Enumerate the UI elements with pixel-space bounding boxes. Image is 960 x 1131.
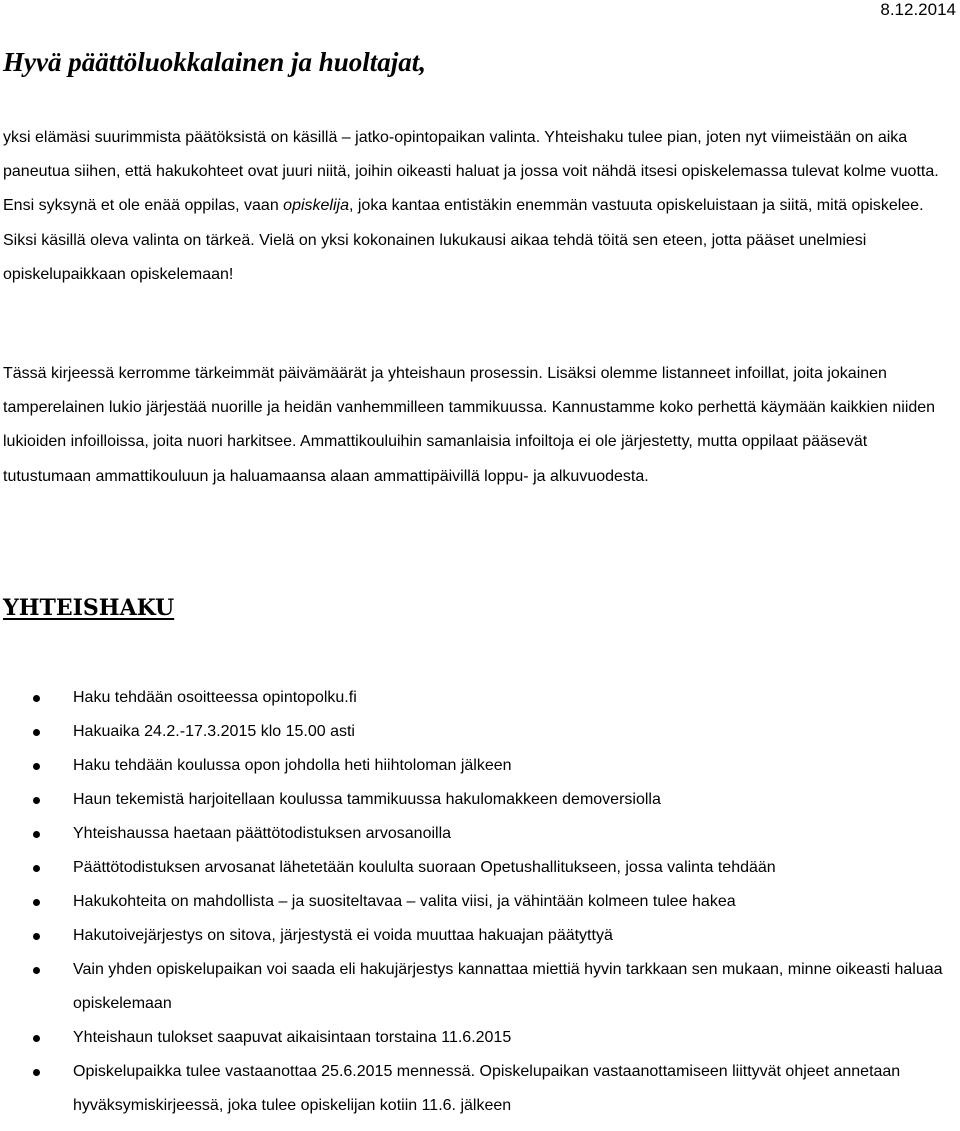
intro-text-part1: yksi elämäsi suurimmista päätöksistä on käsillä – jatko-opintopaikan valinta. Yhteishaku tulee pian, joten nyt viimeistään on aika paneutua siihen, että hakukohteet ovat juuri niitä, joihin oikeasti haluat ja jossa voit nähdä itsesi opiskelemassa tulevat kolme vuotta. Ensi syksynä et ole enää oppilas, vaan xyxy=(3,129,939,215)
section-heading-yhteishaku: YHTEISHAKU xyxy=(3,595,175,621)
intro-emphasis: opiskelija xyxy=(283,197,349,215)
list-item-text: Haun tekemistä harjoitellaan koulussa tammikuussa hakulomakkeen demoversiolla xyxy=(73,791,661,808)
list-item-text: Haku tehdään koulussa opon johdolla heti hiihtoloman jälkeen xyxy=(73,757,512,774)
list-item-text: Opiskelupaikka tulee vastaanottaa 25.6.2015 mennessä. Opiskelupaikan vastaanottamiseen liittyvät ohjeet annetaan hyväksymiskirjeessä, joka tulee opiskelijan kotiin 11.6. jälkeen xyxy=(73,1063,901,1114)
bullet-icon xyxy=(33,695,40,702)
list-item-text: Yhteishaun tulokset saapuvat aikaisintaan torstaina 11.6.2015 xyxy=(73,1029,512,1046)
list-item xyxy=(0,715,960,749)
intro-paragraph xyxy=(3,121,955,292)
list-item xyxy=(0,1055,960,1123)
bullet-icon xyxy=(33,763,40,770)
list-item xyxy=(0,919,960,953)
bullet-icon xyxy=(33,797,40,804)
list-item-text: Haku tehdään osoitteessa opintopolku.fi xyxy=(73,689,357,706)
bullet-icon xyxy=(33,831,40,838)
list-item xyxy=(0,681,960,715)
list-item xyxy=(0,749,960,783)
list-item xyxy=(0,783,960,817)
info-paragraph: Tässä kirjeessä kerromme tärkeimmät päivämäärät ja yhteishaun prosessin. Lisäksi olemme listanneet infoillat, joita jokainen tamperelainen lukio järjestää nuorille ja heidän vanhemmilleen tammikuussa. Kannustamme koko perhettä käymään kaikkien niiden lukioiden infoilloissa, joita nuori harkitsee. Ammattikouluihin samanlaisia infoiltoja ei ole järjestetty, mutta oppilaat pääsevät tutustumaan ammattikouluun ja haluamaansa alaan ammattipäivillä loppu- ja alkuvuodesta. xyxy=(3,365,936,485)
bullet-icon xyxy=(33,899,40,906)
list-item-text: Hakutoivejärjestys on sitova, järjestystä ei voida muuttaa hakuajan päätyttyä xyxy=(73,927,613,944)
bullet-icon xyxy=(33,1035,40,1042)
list-item xyxy=(0,817,960,851)
list-item xyxy=(0,953,960,1021)
list-item-text: Päättötodistuksen arvosanat lähetetään koululta suoraan Opetushallitukseen, jossa valinta tehdään xyxy=(73,859,776,876)
intro-text-part2: , joka kantaa entistäkin enemmän vastuuta opiskeluistaan ja siitä, mitä opiskelee. Siksi käsillä oleva valinta on tärkeä. Vielä on yksi kokonainen lukukausi aikaa tehdä töitä sen eteen, jotta pääset unelmiesi opiskelupaikkaan opiskelemaan! xyxy=(3,197,924,283)
list-item-text: Yhteishaussa haetaan päättötodistuksen arvosanoilla xyxy=(73,825,452,842)
list-item xyxy=(0,885,960,919)
bullet-icon xyxy=(33,865,40,872)
greeting-heading: Hyvä päättöluokkalainen ja huoltajat, xyxy=(3,47,427,77)
list-item-text: Hakukohteita on mahdollista – ja suositeltavaa – valita viisi, ja vähintään kolmeen tulee hakea xyxy=(73,893,736,910)
bullet-icon xyxy=(33,729,40,736)
list-item-text: Vain yhden opiskelupaikan voi saada eli hakujärjestys kannattaa miettiä hyvin tarkkaan sen mukaan, minne oikeasti haluaa opiskelemaan xyxy=(73,961,943,1012)
list-item xyxy=(0,851,960,885)
bullet-icon xyxy=(33,1069,40,1076)
list-item-text: Hakuaika 24.2.-17.3.2015 klo 15.00 asti xyxy=(73,723,355,740)
bullet-icon xyxy=(33,933,40,940)
list-item xyxy=(0,1021,960,1055)
yhteishaku-bullet-list xyxy=(0,681,960,1123)
document-date: 8.12.2014 xyxy=(880,0,956,19)
bullet-icon xyxy=(33,967,40,974)
